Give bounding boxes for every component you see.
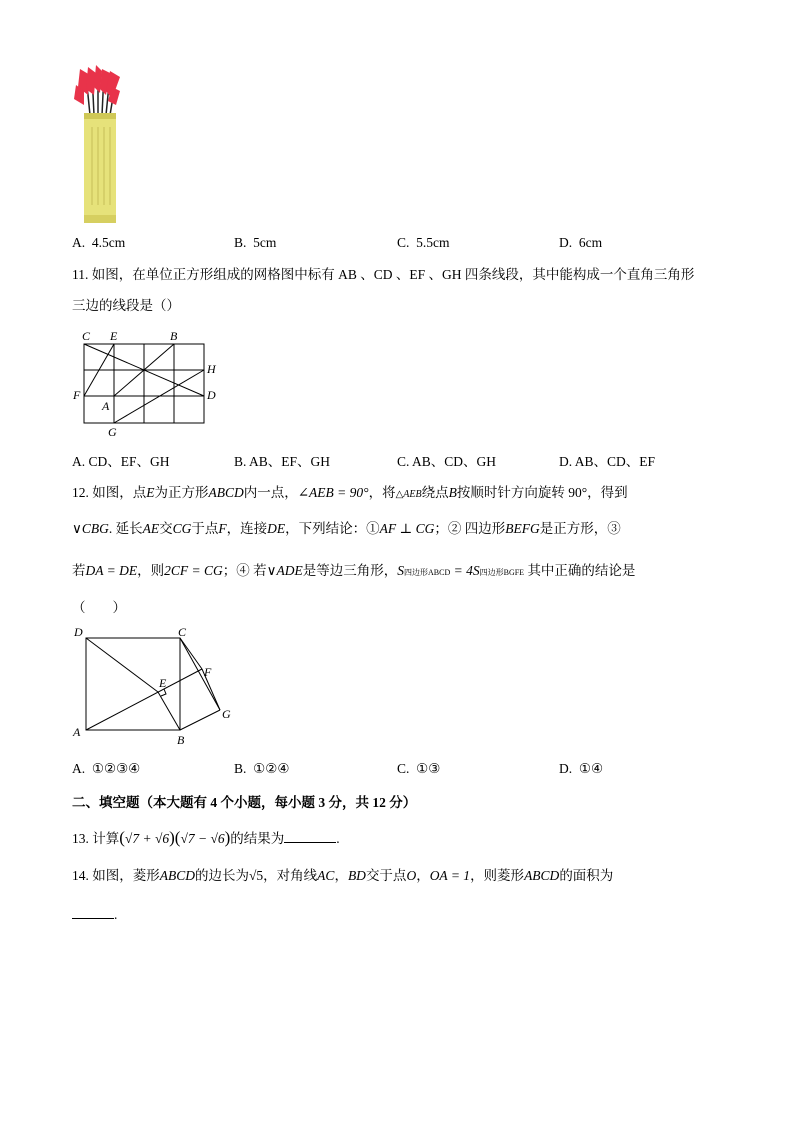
q13-line: 13. 计算(√7 + √6)(√7 − √6)的结果为 . bbox=[72, 828, 340, 847]
q14-line1: 14. 如图，菱形ABCD的边长为√5，对角线AC，BD交于点O，OA = 1，则菱形ABCD的面积为 bbox=[72, 868, 614, 883]
q12-line1: 12. 如图，点E为正方形ABCD内一点，∠AEB = 90°，将△AEB绕点B按顺时针方向旋转 90°，得到 bbox=[72, 485, 628, 500]
line-de bbox=[86, 638, 158, 692]
q11-option-b[interactable]: B. AB、EF、GH bbox=[234, 454, 331, 469]
q14-line2: . bbox=[72, 906, 117, 922]
q13-expr2: √7 − √6 bbox=[180, 831, 225, 846]
line-af bbox=[86, 669, 202, 730]
label-e: E bbox=[110, 329, 118, 343]
label-a: A bbox=[73, 725, 81, 739]
q12-option-a[interactable]: A. ①②③④ bbox=[72, 761, 141, 776]
line-be bbox=[158, 692, 180, 730]
q12-option-c[interactable]: C. ①③ bbox=[397, 761, 441, 776]
label-f: F bbox=[73, 388, 81, 402]
q10-options bbox=[72, 236, 732, 252]
label-g: G bbox=[108, 425, 117, 439]
label-g: G bbox=[222, 707, 231, 721]
q11-options bbox=[72, 455, 732, 471]
q10-option-b[interactable]: B. 5cm bbox=[234, 235, 277, 250]
q12-line2: ∨CBG. 延长AE交CG于点F，连接DE，下列结论：①AF ⊥ CG；② 四边形BEFG是正方形，③ bbox=[72, 521, 621, 536]
q11-option-c[interactable]: C. AB、CD、GH bbox=[397, 454, 497, 469]
section-2-heading: 二、填空题（本大题有 4 个小题，每小题 3 分，共 12 分） bbox=[72, 795, 417, 810]
label-a: A bbox=[102, 399, 110, 413]
q11-line1: 11. 如图，在单位正方形组成的网格图中标有 AB 、CD 、EF 、GH 四条线段，其中能构成一个直角三角形 bbox=[72, 267, 695, 282]
q11-option-a[interactable]: A. CD、EF、GH bbox=[72, 454, 170, 469]
line-cg bbox=[180, 638, 220, 710]
label-e: E bbox=[159, 676, 167, 690]
q12-square-figure bbox=[68, 622, 244, 750]
label-b: B bbox=[177, 733, 185, 747]
q13-expr1: √7 + √6 bbox=[124, 831, 170, 846]
q12-option-d[interactable]: D. ①④ bbox=[559, 761, 604, 776]
q10-option-d[interactable]: D. 6cm bbox=[559, 235, 603, 250]
label-d: D bbox=[74, 625, 83, 639]
label-h: H bbox=[207, 362, 216, 376]
label-c: C bbox=[178, 625, 187, 639]
q12-line3: 若DA = DE，则2CF = CG；④ 若∨ADE是等边三角形，S四边形ABCD = 4S四边形BGFE 其中正确的结论是 bbox=[72, 563, 636, 578]
q12-option-b[interactable]: B. ①②④ bbox=[234, 761, 290, 776]
q11-line2: 三边的线段是（） bbox=[72, 298, 180, 313]
label-d: D bbox=[207, 388, 216, 402]
quiver-photo bbox=[70, 65, 122, 225]
q10-option-c[interactable]: C. 5.5cm bbox=[397, 235, 450, 250]
q13-answer-blank[interactable] bbox=[284, 830, 336, 843]
q11-grid-figure bbox=[70, 326, 230, 442]
label-b: B bbox=[170, 329, 178, 343]
q11-option-d[interactable]: D. AB、CD、EF bbox=[559, 454, 656, 469]
q12-answer-parens: （ ） bbox=[72, 600, 126, 615]
q12-options bbox=[72, 762, 732, 778]
label-c: C bbox=[82, 329, 91, 343]
label-f: F bbox=[204, 665, 212, 679]
q10-option-a[interactable]: A. 4.5cm bbox=[72, 235, 126, 250]
q14-answer-blank[interactable] bbox=[72, 906, 114, 919]
